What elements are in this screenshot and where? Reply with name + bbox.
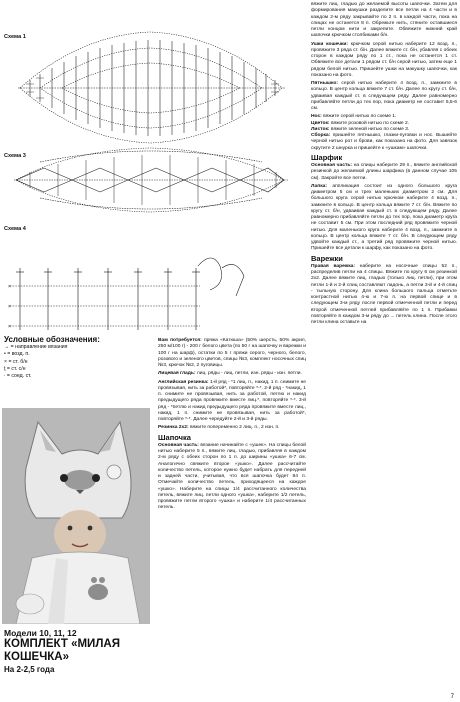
assembly-para: Сборка: пришейте пятнышко, глазки-пуговки и нос. Вышейте черной нитью рот и брови, как показано на фото. Для завязок скрутите 2 шнурка и пришейте к «ушкам» шапочки. [311, 133, 457, 151]
right-mitten-para: Правая варежка: наберите на носочные спицы 52 п., распределив петли на 4 спицы. Вяжите по кругу 6 см резинкой 2х2. Далее вяжите лиц. гладью (только лиц. петли), при этом петли 1-й и 2-й спиц составляют ладонь, а петли 3-й и 4-й спиц - тыльную сторону. Для клина большого пальца отметьте контрастной нитью 4-ю и 7-ю п. на первой спице и в следующем 3-м ряду после первой отмеченной петли и перед второй отмеченной петлей прибавляйте по 1 п. Прибавки повторяйте в каждом 3-м ряду до ... петель клина. После этого петли клина оставьте на [311, 263, 457, 325]
nose-para: Нос: вяжите серой нитью по схеме 1. [311, 114, 397, 120]
scheme-3-label: Схема 3 [4, 153, 26, 159]
leaf-para: Листок: вяжите зеленой нитью по схеме 3. [311, 126, 410, 132]
chain-stitch-icon: • [4, 351, 8, 358]
cat-ears-para: Ушки кошечки: крючком серой нитью наберите 12 возд. п., провяжите 3 ряда ст. б/н. Далее вяжите ст. б/н, убавляя с обеих сторон в каждом ряду по 1 ст., пока не останется 1 ст. Обвяжите все детали 1 рядом ст. б/н серой нитью, затем еще 1 рядом белой нитью. Пришейте ушки на макушку шапочки, как показано на фото. [311, 41, 458, 78]
svg-text:×: × [8, 324, 11, 330]
hat-continued-para: вяжите лиц. гладью до желаемой высоты шапочки. Затем для формирования макушки разделите все петли на 4 части и в каждом 2-м ряду закрывайте по 2 п. в каждой части, пока на спицах не останется 8 п. Обрежьте нить, стяните оставшиеся петли концом нити и закрепите. Обвяжите нижний край шапочки крючком столбиками б/н. [311, 2, 457, 39]
crochet-diagrams [0, 0, 300, 336]
paw-para: Лапка: аппликация состоит из одного большого круга диаметром 5 см и трех маленьких диаметром 2 см. Для большого круга серой нитью крючком наберите 4 возд. п., замкните в кольцо. В центр кольца вяжите 7 ст. б/н. Вяжите по кругу ст. б/н, удваивая каждый ст. в следующем ряду. Далее равномерно прибавляйте петли до тех пор, пока диаметр круга не составит 5 см. При этом последний ряд провяжите черной нитью. Для маленького круга наберите 4 возд. п., замкните в кольцо. В центр кольца вяжите 7 ст. б/н. В следующем ряду удвойте каждый ст., а третий ряд провяжите черной нитью. Пришейте все детали к шарфу, как показано на фото. [311, 183, 457, 252]
title-line-1: КОМПЛЕКТ «МИЛАЯ [4, 638, 120, 650]
child-in-cat-hat-image [2, 408, 150, 624]
page-number: 7 [450, 694, 454, 700]
legend-item-chain: • = возд. п. [4, 351, 30, 358]
model-title-block [4, 628, 154, 674]
double-crochet-icon: ƫ [4, 365, 7, 372]
scheme-4-diagram [8, 258, 244, 330]
scheme-1-diagram [18, 32, 285, 143]
scheme-1-label: Схема 1 [4, 34, 26, 40]
hat-body-para: Основная часть: вязание начинайте с «ушек». На спицы белой нитью наберите 5 п., вяжите лиц. гладью, прибавляя в каждом 2-м ряду с обеих сторон по 1 п. до ширины «ушка» 6-7 см. Аналогично свяжите второе «ушко». Далее рассчитайте количество петель, которое нужно будет набрать для передней и задней части, учитывая, что вся шапочка будет 84 п. Отмечайте количество петель, приходящееся на каждое «ушко». Наберите на спицы 1/4 рассчитанного количества петель, вяжите лиц. петли одного «ушка», наберите 1/2 петель, провяжите петли второго «ушка» и наберите 1/4 рассчитанных петель. [158, 442, 307, 511]
mittens-heading: Варежки [311, 253, 343, 263]
flower-para: Цветок: вяжите розовой нитью по схеме 2. [311, 120, 410, 126]
model-photo [2, 408, 150, 624]
title-line-2: КОШЕЧКА» [4, 650, 69, 663]
scheme-3-diagram [14, 148, 288, 212]
scheme-4-label: Схема 4 [4, 226, 26, 232]
arrow-right-icon: → [4, 344, 11, 351]
legend-title: Условные обозначения: [4, 335, 100, 344]
model-number: Модели 10, 11, 12 [4, 628, 77, 638]
scarf-body-para: Основная часть: на спицы наберите 29 п., вяжите английской резинкой до желаемой длины шарфика (в данном случае 105 см). Закройте все петли. [311, 163, 458, 181]
legend [4, 336, 154, 380]
legend-item-direction: → = направление вязания [4, 344, 68, 351]
english-rib-para: Английская резинка: 1-й ряд - *1 лиц. п., накид, 1 п. снимите не провязывая, нить за работой*, повторяйте *-*. 2-й ряд - *накид, 1 п. снимите не провязывая, нить за работой, петлю и накид предыдущего ряда провяжите вместе лиц.*, повторяйте *-*. 3-й ряд - *петлю и накид предыдущего ряда провяжите вместе лиц., накид, 1 п. снимите не провязывая, нить за работой*, повторяйте *-*. Далее чередуйте 2-й и 3-й ряды. [158, 379, 306, 422]
face-stitch-para: Лицевая гладь: лиц. ряды - лиц. петли, изн. ряды - изн. петли. [158, 371, 302, 377]
spot-para: Пятнышко: серой нитью наберите 4 возд. п., замкните в кольцо. В центр кольца вяжите 7 ст. б/н. Далее по кругу ст. б/н, удваивая каждый ст. в следующем ряду. Далее равномерно прибавляйте петли до тех пор, пока диаметр не составит 5,5-6 см. [311, 81, 457, 111]
hat-heading: Шапочка [158, 432, 191, 442]
column-1 [158, 338, 306, 512]
legend-item-dc: ƫ = ст. с/н [4, 365, 26, 372]
scarf-heading: Шарфик [311, 152, 343, 162]
single-crochet-icon: × [4, 358, 9, 365]
svg-text:×: × [8, 284, 11, 290]
svg-text:×: × [8, 304, 11, 310]
legend-item-sc: × = ст. б/н [4, 358, 28, 365]
column-2 [311, 2, 457, 326]
legend-item-slip: ∙ = соед. ст. [4, 373, 32, 380]
materials-para: Вам потребуется: пряжа «Катюша» (50% шерсть, 50% акрил, 250 м/100 г) - 200 г белого цвета (по 50 г на шапочку и варежки и 100 г на шарф), остатки по 5 г пряжи серого, черного, белого, розового и зеленого цветов, спицы №3, комплект носочных спиц №3, крючок №2, 2 пуговицы. [158, 338, 307, 368]
rib-2x2-para: Резинка 2х2: вяжите попеременно 2 лиц. п., 2 изн. п. [158, 425, 280, 431]
age-range: На 2-2,5 года [4, 665, 55, 674]
slip-stitch-icon: ∙ [4, 373, 7, 380]
